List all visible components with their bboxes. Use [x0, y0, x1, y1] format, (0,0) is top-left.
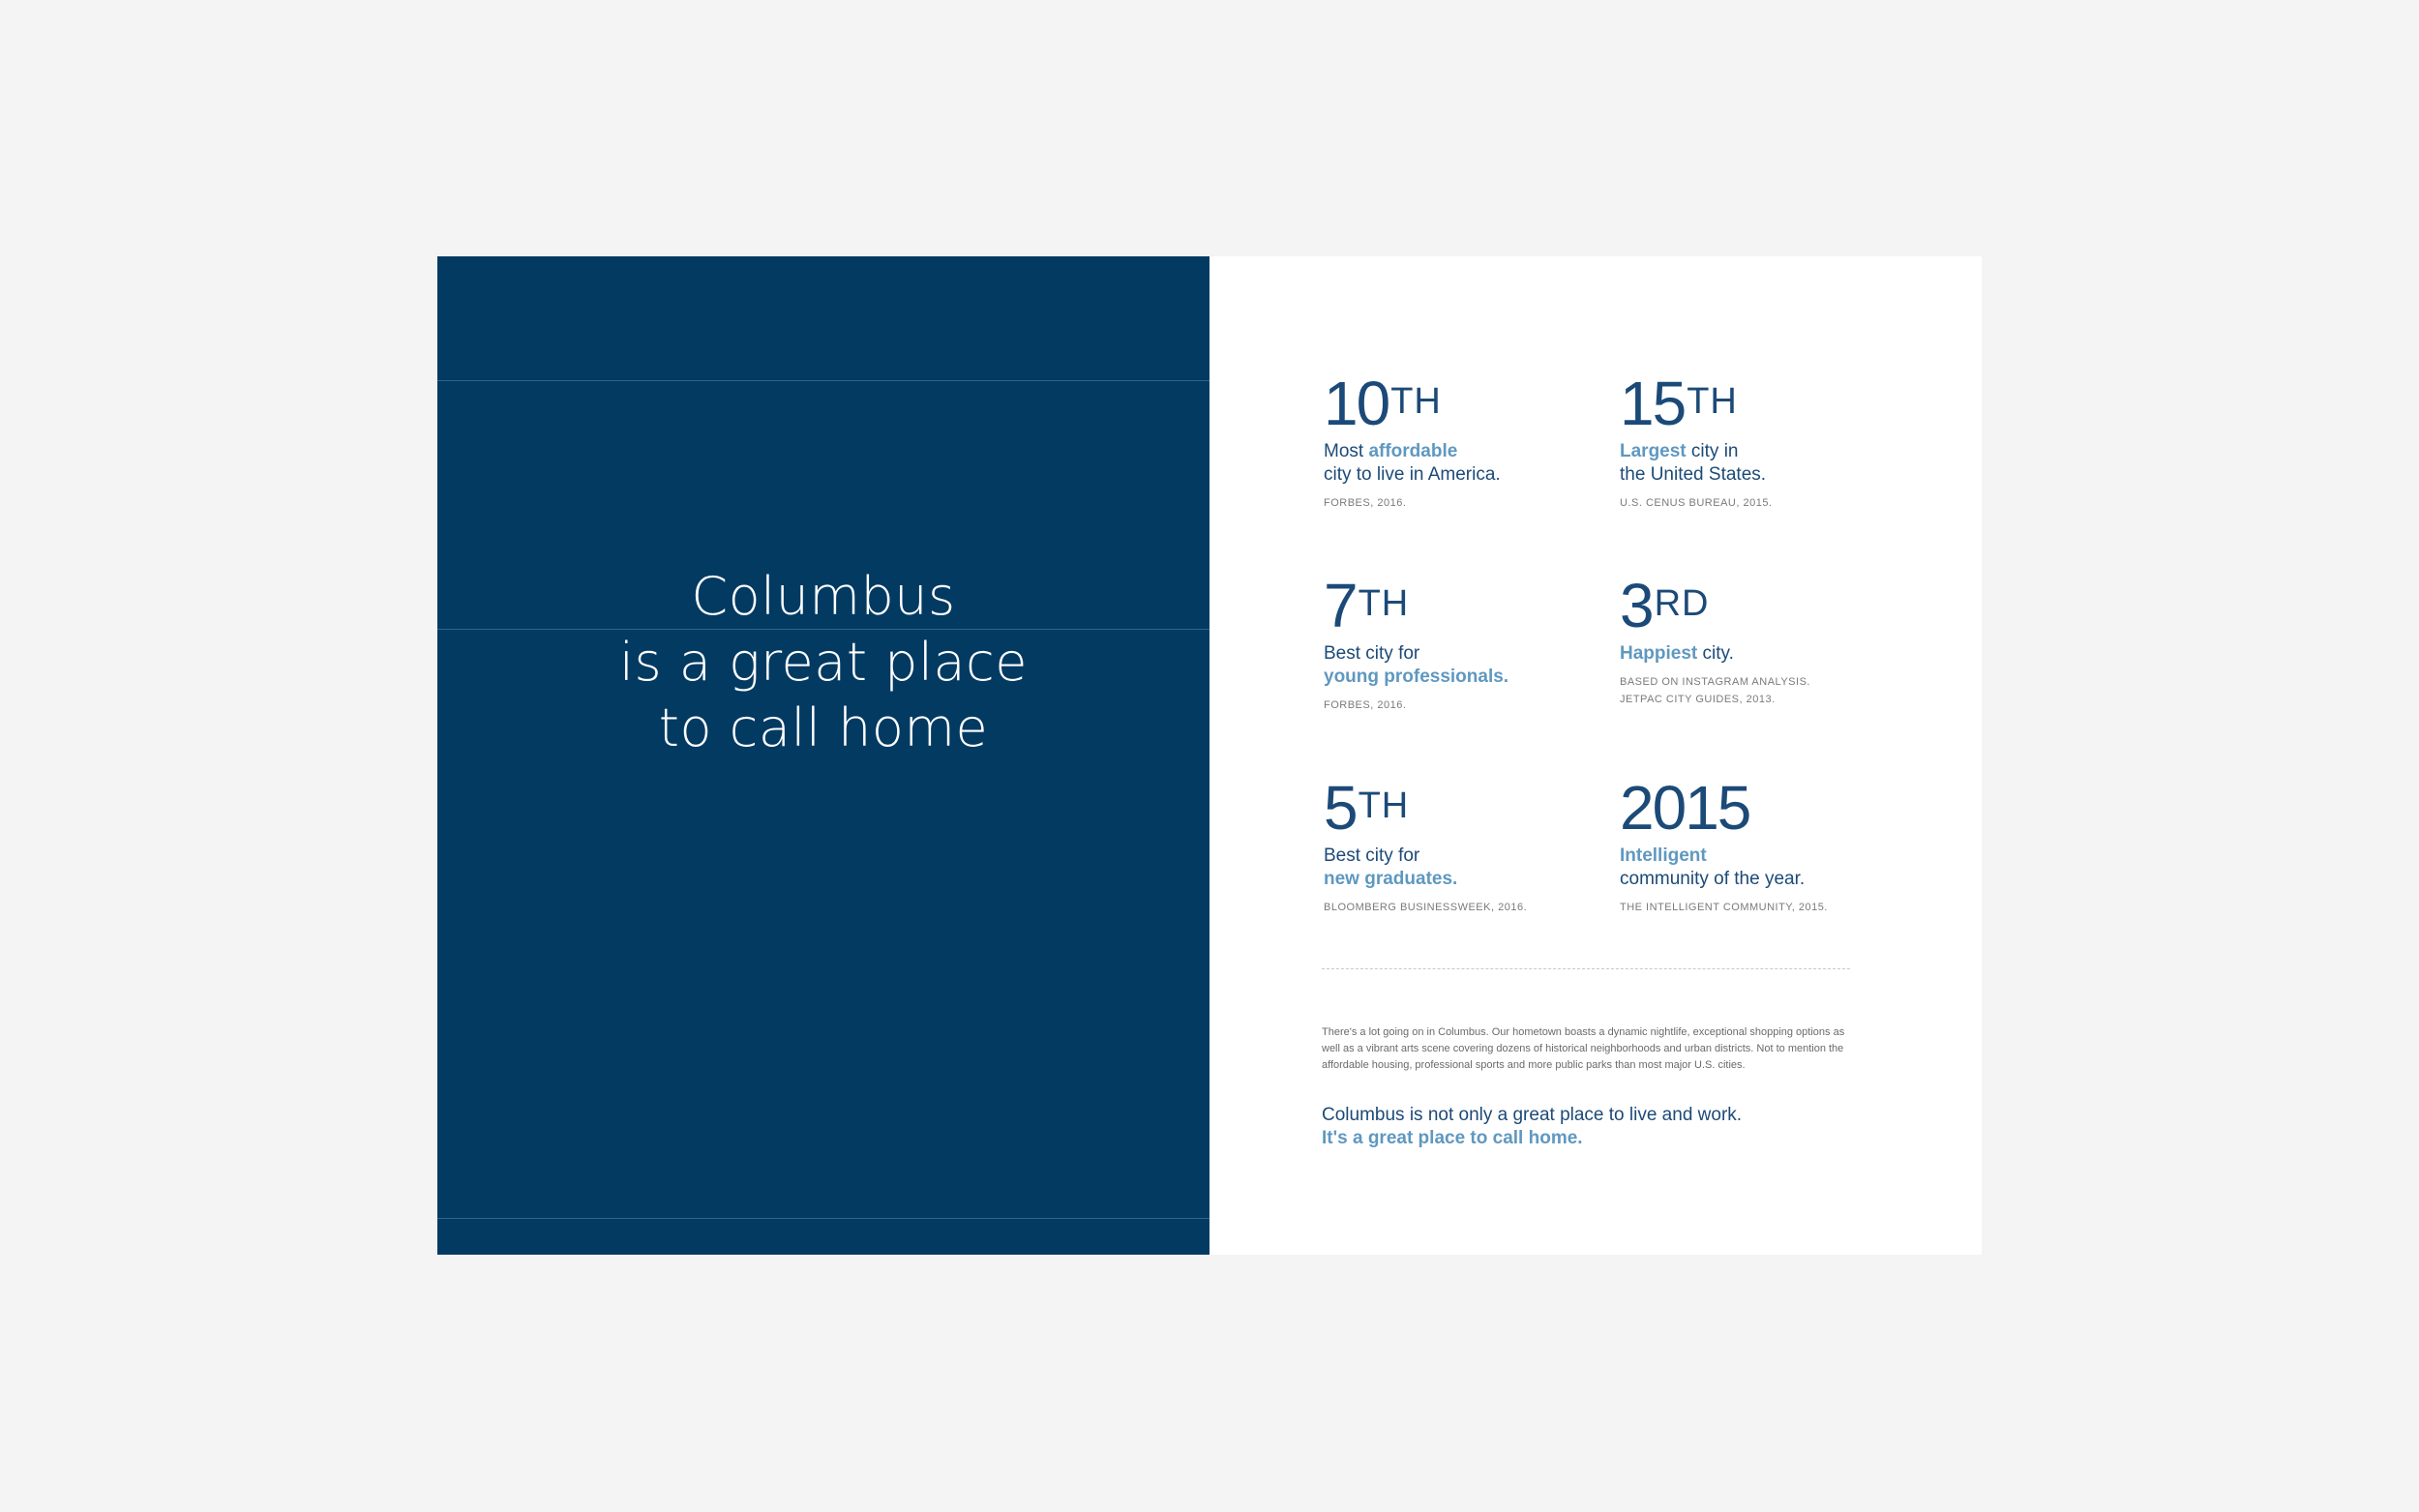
rank-suffix: TH: [1358, 786, 1410, 826]
headline-line-3: to call home: [658, 697, 989, 758]
rank-number: 3: [1620, 571, 1653, 640]
cover-panel: [437, 256, 1210, 1255]
desc-accent: young professionals.: [1324, 667, 1509, 687]
headline: [437, 564, 1210, 761]
stat-description: [1324, 440, 1604, 487]
desc-text: community of the year.: [1620, 869, 1806, 889]
desc-accent: new graduates.: [1324, 869, 1458, 889]
desc-text: Best city for: [1324, 643, 1420, 664]
stat-source: FORBES, 2016.: [1324, 699, 1407, 711]
dotted-divider: [1322, 968, 1850, 969]
desc-accent: affordable: [1368, 441, 1458, 461]
stat-description: [1324, 642, 1604, 689]
closing-line-2: It's a great place to call home.: [1322, 1128, 1583, 1148]
closing-line-1: Columbus is not only a great place to live and work.: [1322, 1105, 1743, 1125]
rank-suffix: TH: [1358, 583, 1410, 624]
stat-young-professionals: [1324, 571, 1604, 714]
rank-number: 2015: [1620, 773, 1750, 843]
stat-new-graduates: [1324, 773, 1604, 916]
rank-suffix: TH: [1687, 381, 1738, 422]
desc-accent: Largest: [1620, 441, 1687, 461]
source-line: JETPAC CITY GUIDES, 2013.: [1620, 694, 1776, 705]
stat-description: [1620, 440, 1900, 487]
desc-accent: Intelligent: [1620, 845, 1707, 866]
rank-number: 5: [1324, 773, 1357, 843]
stat-rank: [1324, 369, 1604, 438]
desc-text: city in: [1686, 441, 1739, 461]
rank-number: 10: [1324, 369, 1389, 438]
desc-text: the United States.: [1620, 464, 1767, 485]
stat-source: U.S. CENUS BUREAU, 2015.: [1620, 497, 1773, 509]
stat-intelligent-community: [1620, 773, 1900, 916]
rank-number: 7: [1324, 571, 1357, 640]
stat-source: BLOOMBERG BUSINESSWEEK, 2016.: [1324, 902, 1528, 913]
desc-text: Best city for: [1324, 845, 1420, 866]
stat-source: [1620, 673, 1900, 708]
stat-description: [1324, 845, 1604, 891]
headline-line-1: Columbus: [691, 566, 956, 627]
stat-source: THE INTELLIGENT COMMUNITY, 2015.: [1620, 902, 1828, 913]
desc-text: city.: [1697, 643, 1734, 664]
stat-description: [1620, 845, 1900, 891]
stat-rank: [1324, 571, 1604, 640]
stat-rank: [1620, 369, 1900, 438]
desc-text: city to live in America.: [1324, 464, 1501, 485]
stat-rank: [1620, 571, 1900, 640]
stat-rank: [1620, 773, 1900, 843]
stat-largest: [1620, 369, 1900, 512]
body-paragraph: There's a lot going on in Columbus. Our hometown boasts a dynamic nightlife, exceptional shopping options as well as a vibrant arts scene covering dozens of historical neighborhoods and urban districts. Not to mention the affordable housing, professional sports and more public parks than most major U.S. cities.: [1322, 1026, 1845, 1071]
stat-description: [1620, 642, 1900, 666]
closing-statement: [1322, 1104, 1864, 1150]
desc-accent: Happiest: [1620, 643, 1698, 664]
brochure-spread: [437, 256, 1982, 1255]
desc-text: Most: [1324, 441, 1369, 461]
stat-happiest: [1620, 571, 1900, 708]
stat-rank: [1324, 773, 1604, 843]
stat-affordable: [1324, 369, 1604, 512]
guide-rule-bottom: [437, 1218, 1210, 1219]
guide-rule-top: [437, 380, 1210, 381]
stat-source: FORBES, 2016.: [1324, 497, 1407, 509]
rank-suffix: TH: [1390, 381, 1442, 422]
headline-line-2: is a great place: [619, 632, 1028, 693]
rank-number: 15: [1620, 369, 1686, 438]
source-line: BASED ON INSTAGRAM ANALYSIS.: [1620, 676, 1810, 688]
rank-suffix: RD: [1654, 583, 1710, 624]
stats-panel: [1210, 256, 1982, 1255]
